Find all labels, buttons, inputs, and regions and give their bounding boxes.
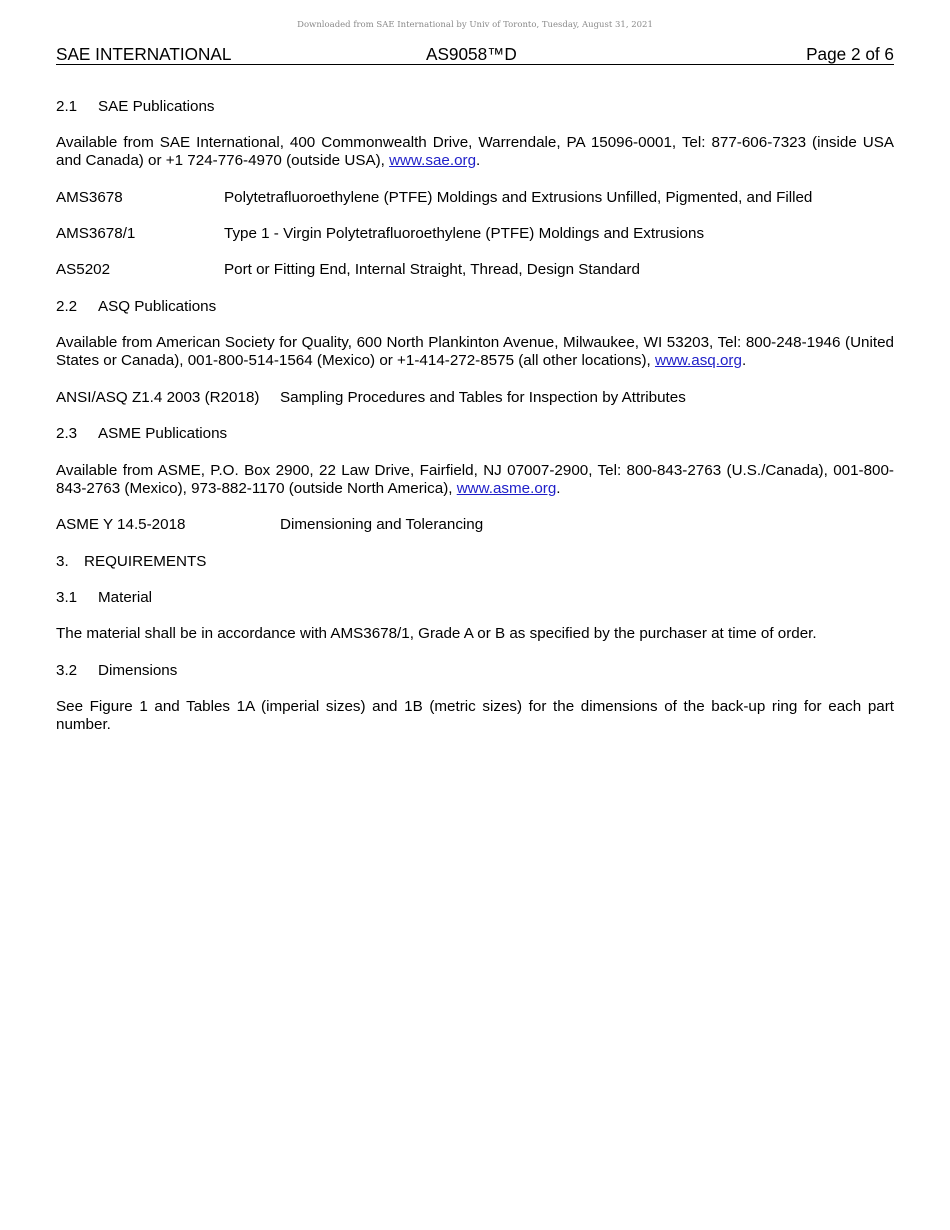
body-text: Available from American Society for Quality, 600 North Plankinton Avenue, Milwaukee, WI 53203, Tel: 800-248-1946 (United States or Canada), 001-800-514-1564 (Mexico) or +1-414-272-8575 (all other locations), — [56, 334, 894, 369]
section-2-2-body — [56, 334, 894, 370]
section-3-1-heading — [56, 589, 152, 607]
section-title: ASME Publications — [98, 425, 228, 442]
section-title: Material — [98, 589, 153, 606]
section-2-3-body — [56, 462, 894, 498]
section-2-1-body — [56, 134, 894, 170]
section-3-heading — [56, 553, 206, 571]
section-title: Dimensions — [98, 662, 178, 679]
reference-code: AS5202 — [56, 261, 111, 278]
reference-code: ANSI/ASQ Z1.4 2003 (R2018) — [56, 389, 260, 406]
section-2-1-heading — [56, 98, 215, 116]
asq-link[interactable]: www.asq.org — [654, 352, 742, 369]
reference-title: Type 1 - Virgin Polytetrafluoroethylene (PTFE) Moldings and Extrusions — [224, 225, 705, 242]
asme-link[interactable]: www.asme.org — [456, 480, 557, 497]
reference-code: AMS3678 — [56, 189, 123, 206]
section-number: 2.1 — [56, 98, 78, 115]
reference-title: Dimensioning and Tolerancing — [280, 516, 484, 533]
reference-title: Sampling Procedures and Tables for Inspection by Attributes — [280, 389, 686, 406]
page-header — [56, 44, 894, 65]
body-text-end: . — [741, 352, 747, 369]
section-number: 2.2 — [56, 298, 78, 315]
reference-code: ASME Y 14.5-2018 — [56, 516, 186, 533]
body-text: Available from ASME, P.O. Box 2900, 22 Law Drive, Fairfield, NJ 07007-2900, Tel: 800-843-2763 (U.S./Canada), 001-800-843-2763 (Mexico), 973-882-1170 (outside North America), — [56, 462, 894, 497]
section-number: 2.3 — [56, 425, 78, 442]
section-number: 3.1 — [56, 589, 78, 606]
header-doc-number: AS9058™D — [426, 44, 517, 64]
body-text-end: . — [476, 152, 481, 169]
section-title: ASQ Publications — [98, 298, 217, 315]
reference-title: Polytetrafluoroethylene (PTFE) Moldings and Extrusions Unfilled, Pigmented, and Filled — [224, 189, 813, 206]
download-watermark: Downloaded from SAE International by Univ of Toronto, Tuesday, August 31, 2021 — [297, 20, 653, 30]
section-title: REQUIREMENTS — [84, 553, 207, 570]
section-3-2-body: See Figure 1 and Tables 1A (imperial sizes) and 1B (metric sizes) for the dimensions of the back-up ring for each part number. — [56, 698, 894, 733]
section-number: 3. — [56, 553, 69, 570]
body-text-end: . — [556, 480, 561, 497]
section-2-3-heading — [56, 425, 227, 443]
header-org: SAE INTERNATIONAL — [56, 44, 232, 64]
header-page-number: Page 2 of 6 — [806, 44, 894, 64]
section-number: 3.2 — [56, 662, 78, 679]
reference-title: Port or Fitting End, Internal Straight, Thread, Design Standard — [224, 261, 640, 278]
reference-code: AMS3678/1 — [56, 225, 136, 242]
section-3-1-body: The material shall be in accordance with AMS3678/1, Grade A or B as specified by the purchaser at time of order. — [56, 625, 817, 642]
section-title: SAE Publications — [98, 98, 215, 115]
sae-link[interactable]: www.sae.org — [389, 152, 477, 169]
body-text: Available from SAE International, 400 Commonwealth Drive, Warrendale, PA 15096-0001, Tel: 877-606-7323 (inside USA and Canada) or +1 724-776-4970 (outside USA), — [56, 134, 894, 169]
section-3-2-heading — [56, 662, 177, 680]
section-2-2-heading — [56, 298, 216, 316]
